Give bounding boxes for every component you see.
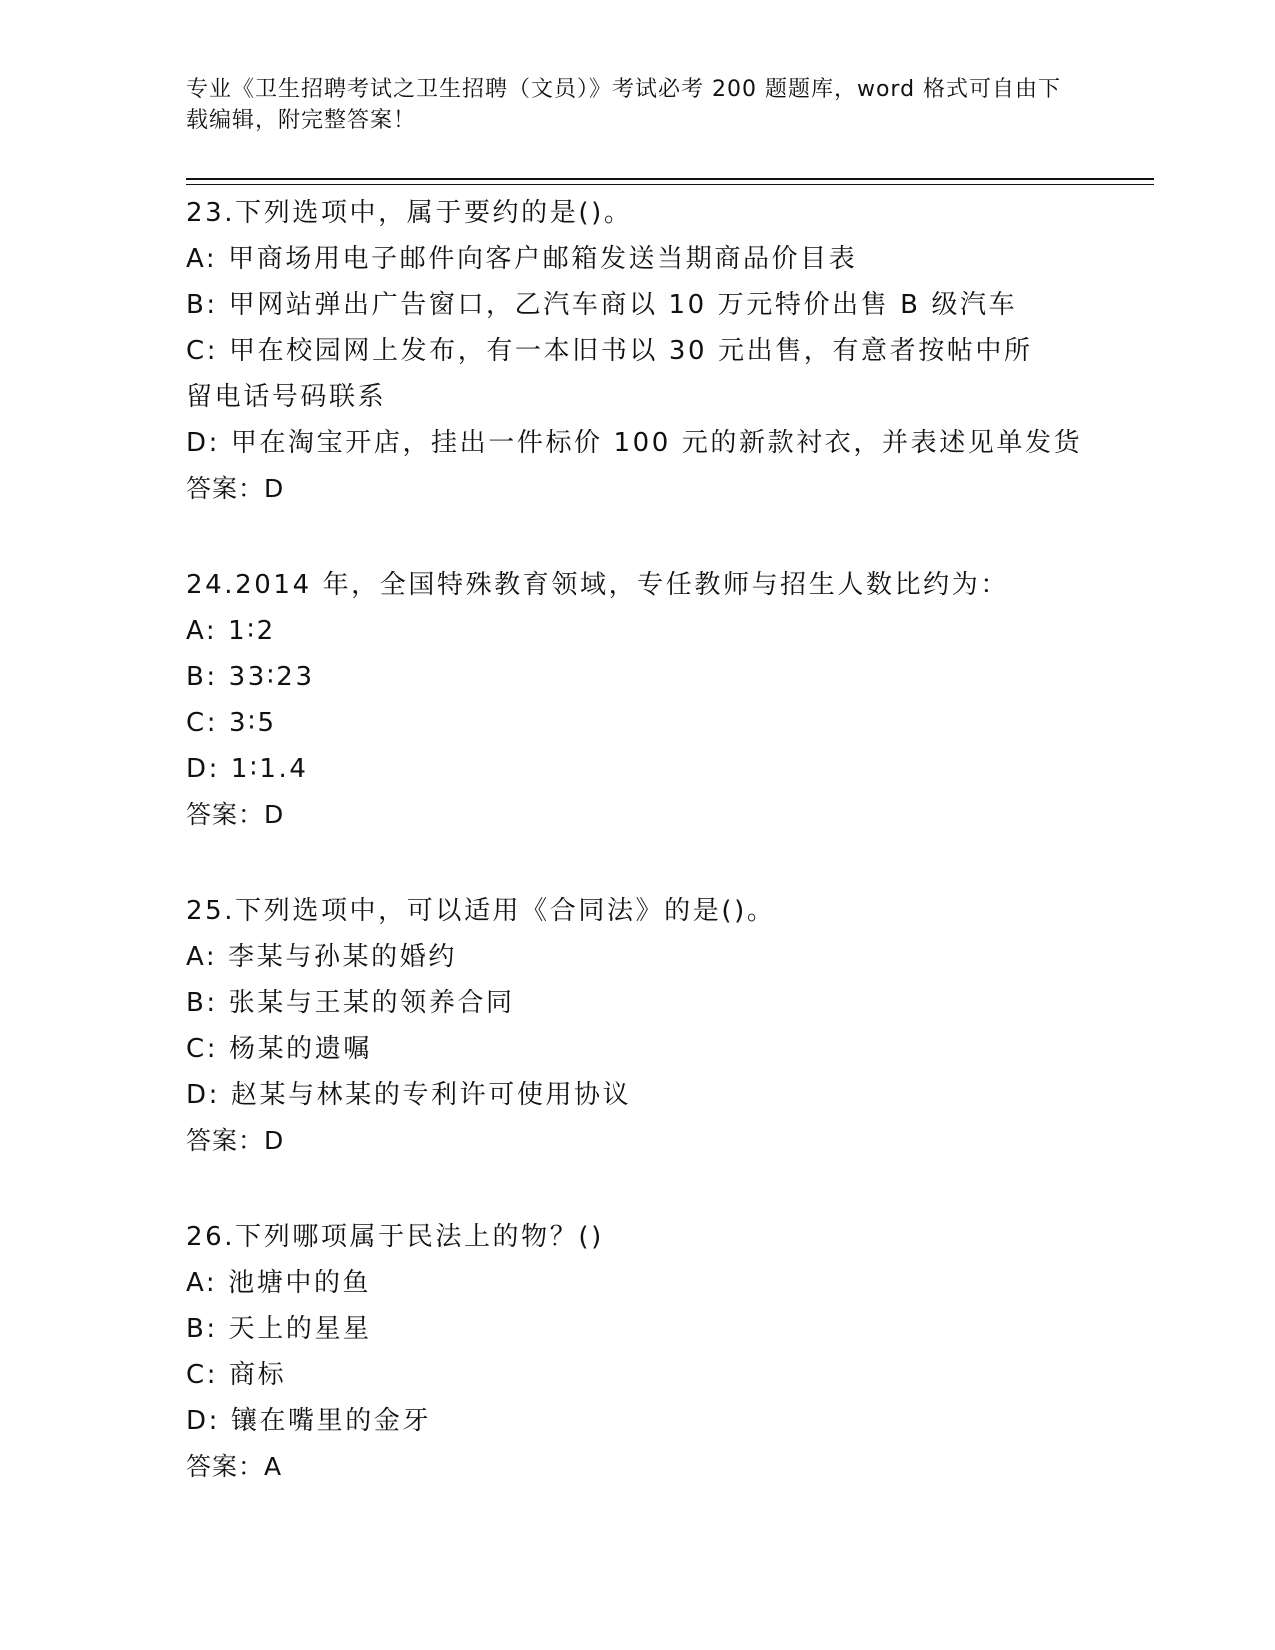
option-c: C: 杨某的遗嘱 [186, 1034, 372, 1064]
question-gap [186, 838, 1086, 888]
question-26 [186, 1214, 1086, 1490]
question-stem: 25.下列选项中，可以适用《合同法》的是()。 [186, 896, 776, 926]
question-list [186, 190, 1086, 1490]
option-c: C: 3∶5 [186, 708, 277, 738]
answer-line: 答案：A [186, 1452, 283, 1481]
header-rule-thin [186, 184, 1154, 185]
document-header: 专业《卫生招聘考试之卫生招聘（文员）》考试必考 200 题题库，word 格式可自由下载编辑，附完整答案！ [186, 77, 1062, 133]
option-d: D: 镶在嘴里的金牙 [186, 1406, 432, 1436]
option-d: D: 1∶1.4 [186, 754, 309, 784]
answer-line: 答案：D [186, 800, 285, 829]
question-stem: 23.下列选项中，属于要约的是()。 [186, 198, 633, 228]
header-rule-thick [186, 178, 1154, 180]
option-a: A: 1∶2 [186, 616, 276, 646]
option-b: B: 33∶23 [186, 662, 315, 692]
answer-line: 答案：D [186, 1126, 285, 1155]
option-b: B: 天上的星星 [186, 1314, 372, 1344]
question-23 [186, 190, 1086, 512]
option-d: D: 甲在淘宝开店，挂出一件标价 100 元的新款衬衣，并表述见单发货 [186, 428, 1083, 458]
option-b: B: 甲网站弹出广告窗口，乙汽车商以 10 万元特价出售 B 级汽车 [186, 290, 1018, 320]
option-a: A: 李某与孙某的婚约 [186, 942, 457, 972]
question-stem: 26.下列哪项属于民法上的物？() [186, 1222, 604, 1252]
question-gap [186, 512, 1086, 562]
option-b: B: 张某与王某的领养合同 [186, 988, 515, 1018]
question-stem: 24.2014 年，全国特殊教育领域，专任教师与招生人数比约为： [186, 570, 1009, 600]
option-a: A: 池塘中的鱼 [186, 1268, 372, 1298]
answer-line: 答案：D [186, 474, 285, 503]
option-c: C: 甲在校园网上发布，有一本旧书以 30 元出售，有意者按帖中所留电话号码联系 [186, 336, 1033, 412]
option-d: D: 赵某与林某的专利许可使用协议 [186, 1080, 632, 1110]
option-a: A: 甲商场用电子邮件向客户邮箱发送当期商品价目表 [186, 244, 858, 274]
question-24 [186, 562, 1086, 838]
option-c: C: 商标 [186, 1360, 287, 1390]
question-gap [186, 1164, 1086, 1214]
question-25 [186, 888, 1086, 1164]
